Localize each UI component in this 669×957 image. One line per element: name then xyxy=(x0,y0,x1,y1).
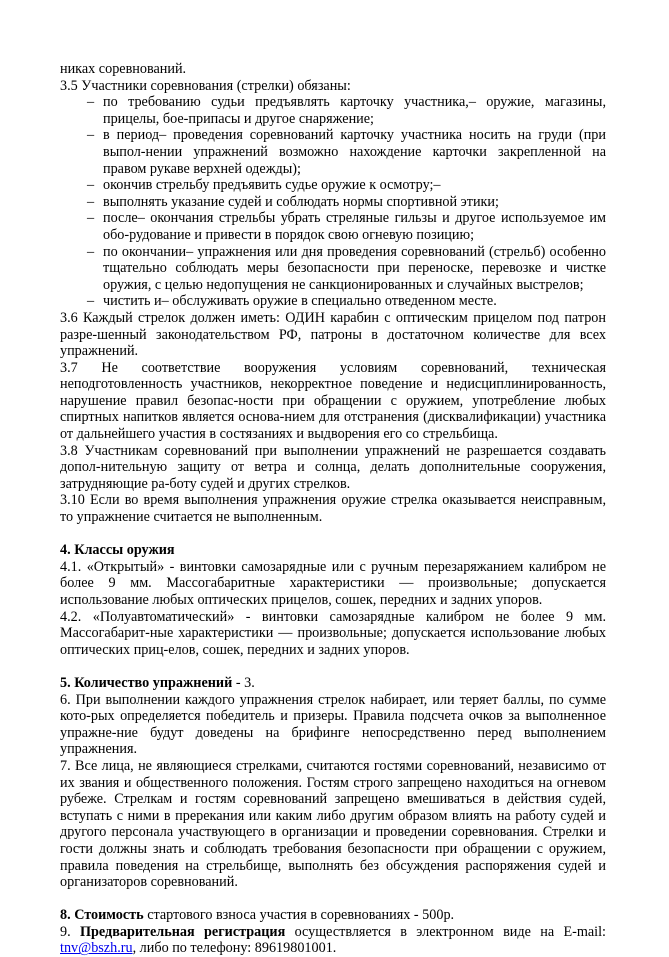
section-6: 6. При выполнении каждого упражнения стрелок набирает, или теряет баллы, по сумме кото-рых определяется победитель и призеры. Правила подсчета очков за выполненное упражне-ние будут доведены на брифинге непосредственно перед выполнением упражнения. xyxy=(60,691,606,758)
section-3-7: 3.7 Не соответствие вооружения условиям соревнований, техническая неподготовленность участников, некорректное поведение и недисциплинированность, нарушение правил безопас-ности при обращении с оружием, употребление любых спиртных напитков является основа-нием для отстранения (дисквалификации) участника от дальнейшего участия в состязаниях и выдворения его со стрельбища. xyxy=(60,359,606,443)
email-link[interactable]: tnv@bszh.ru xyxy=(60,940,133,957)
list-item xyxy=(60,244,606,294)
section-3-5-list xyxy=(60,94,606,310)
section-9-number: 9. xyxy=(60,923,80,940)
section-8 xyxy=(60,907,606,924)
section-8-label: 8. Стоимость xyxy=(60,907,144,924)
section-5-label: 5. Количество упражнений xyxy=(60,674,233,691)
section-4-heading-text: 4. Классы оружия xyxy=(60,542,175,559)
list-item-text: после– окончания стрельбы убрать стреляные гильзы и другое используемое им обо-рудование и привести в порядок свою огневую позицию; xyxy=(103,210,606,243)
section-3-6: 3.6 Каждый стрелок должен иметь: ОДИН карабин с оптическим прицелом под патрон разре-шенный законодательством РФ, патроны в достаточном количестве для всех упражнений. xyxy=(60,309,606,360)
dash-bullet-icon: – xyxy=(87,243,95,260)
section-3-8: 3.8 Участникам соревнований при выполнении упражнений не разрешается создавать допол-нительную защиту от ветра и солнца, делать дополнительные сооружения, затрудняющие ра-боту судей и других стрелков. xyxy=(60,442,606,492)
list-item-text: чистить и– обслуживать оружие в специально отведенном месте. xyxy=(103,293,497,310)
section-3-5-heading: 3.5 Участники соревнования (стрелки) обязаны: xyxy=(60,77,351,94)
dash-bullet-icon: – xyxy=(87,293,95,310)
section-4-1: 4.1. «Открытый» - винтовки самозарядные или с ручным перезаряжанием калибром не более 9 мм. Массогабаритные характеристики — произвольные; допускается использование любых оптических прицелов, сошек, передних и задних упоров. xyxy=(60,558,606,608)
list-item-text: окончив стрельбу предъявить судье оружие к осмотру;– xyxy=(103,177,441,194)
section-3-10: 3.10 Если во время выполнения упражнения оружие стрелка оказывается неисправным, то упражнение считается не выполненным. xyxy=(60,492,606,526)
section-9-text: осуществляется в электронном виде на E-mail: xyxy=(285,923,607,940)
list-item xyxy=(60,94,606,127)
spacer xyxy=(60,526,606,543)
section-5-value: - 3. xyxy=(232,674,255,691)
section-5 xyxy=(60,675,606,692)
list-item xyxy=(60,127,606,177)
list-item xyxy=(60,177,606,194)
list-item xyxy=(60,210,606,243)
dash-bullet-icon: – xyxy=(87,177,95,194)
section-4-2: 4.2. «Полуавтоматический» - винтовки самозарядные калибром не более 9 мм. Массогабарит-ные характеристики — произвольные; допускается использование любых оптических приц-елов, сошек, передних и задних упоров. xyxy=(60,608,606,658)
spacer xyxy=(60,658,606,675)
list-item-text: выполнять указание судей и соблюдать нормы спортивной этики; xyxy=(103,193,499,210)
list-item-text: по окончании– упражнения или дня проведения соревнований (стрельб) особенно тщательно соблюдать меры безопасности при переноске, перевозке и чистке оружия, с целью недопущения не санкционированных и случайных выстрелов; xyxy=(103,243,606,293)
section-9-after-email: , либо по телефону: 89619801001. xyxy=(132,940,337,957)
list-item xyxy=(60,194,606,211)
document-page xyxy=(60,61,606,957)
section-9 xyxy=(60,924,606,957)
spacer xyxy=(60,891,606,908)
section-4-heading xyxy=(60,542,606,559)
dash-bullet-icon: – xyxy=(87,210,95,227)
dash-bullet-icon: – xyxy=(87,193,95,210)
list-item xyxy=(60,293,606,310)
dash-bullet-icon: – xyxy=(87,127,95,144)
section-9-label: Предварительная регистрация xyxy=(79,923,286,940)
list-item-text: в период– проведения соревнований карточку участника носить на груди (при выпол-нении упражнений возможно нахождение карточки закрепленной на правом рукаве верхней одежды); xyxy=(103,127,606,177)
section-7: 7. Все лица, не являющиеся стрелками, считаются гостями соревнований, независимо от их звания и общественного положения. Гостям строго запрещено находиться на огневом рубеже. Стрелкам и гостям соревнований запрещено вмешиваться в действия судей, вступать с ними в пререкания или каким либо другим образом влиять на работу судей и другого персонала участвующего в организации и проведении соревнования. Стрелки и гости должны знать и соблюдать требования безопасности при обращении с оружием, правила поведения на стрельбище, выполнять без обсуждения распоряжения судей и организаторов соревнований. xyxy=(60,757,606,891)
dash-bullet-icon: – xyxy=(87,94,95,111)
section-8-text: стартового взноса участия в соревнованиях - 500р. xyxy=(143,907,455,924)
continuation-text: никах соревнований. xyxy=(60,61,187,77)
list-item-text: по требованию судьи предъявлять карточку участника,– оружие, магазины, прицелы, бое-припасы и другое снаряжение; xyxy=(103,94,606,127)
